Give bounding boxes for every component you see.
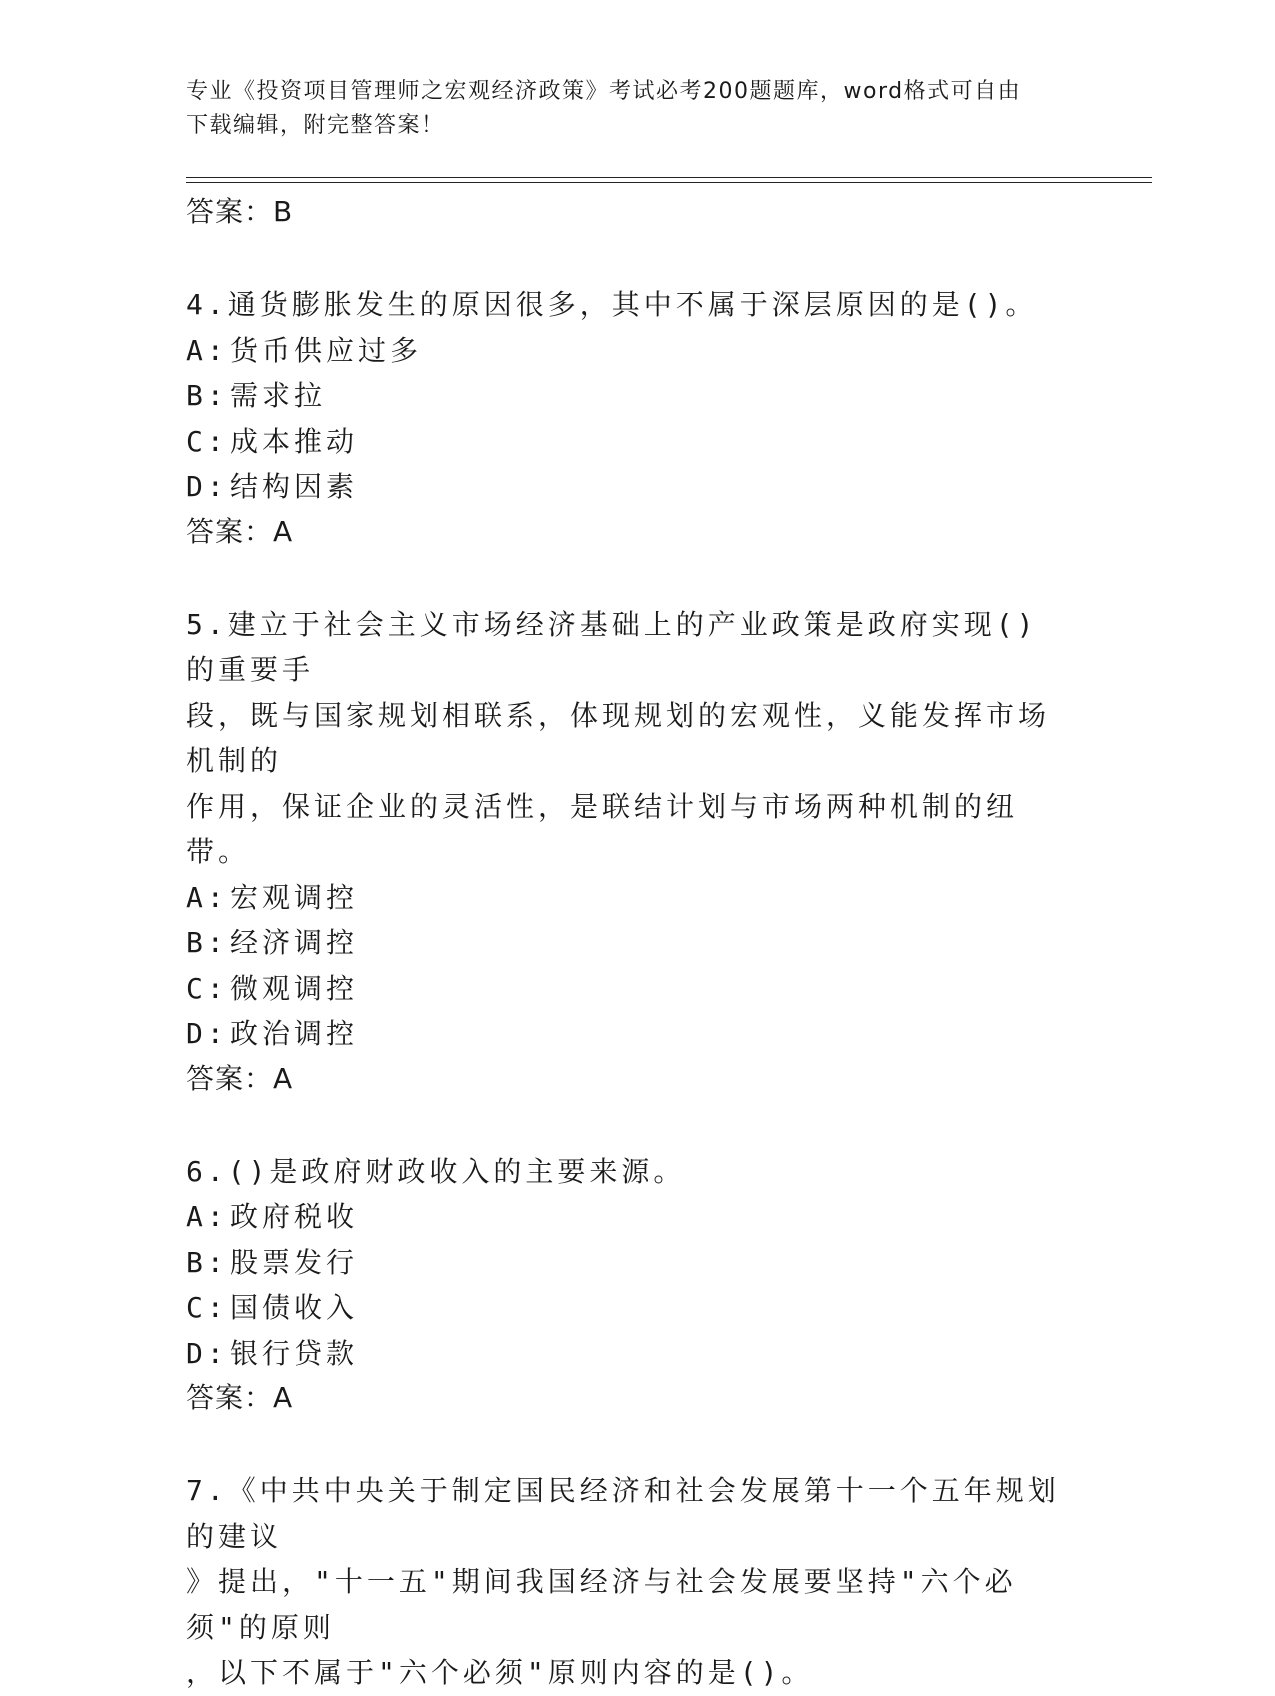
option-text: 需求拉	[230, 379, 327, 412]
question-text-line: ，以下不属于"六个必须"原则内容的是()。	[186, 1656, 814, 1689]
option-text: 经济调控	[230, 926, 359, 959]
option-text: 银行贷款	[230, 1336, 359, 1370]
option-letter: B:	[186, 926, 228, 959]
option-text: 国债收入	[230, 1291, 359, 1324]
option-c	[186, 1285, 1066, 1331]
option-text: 政府税收	[230, 1200, 359, 1233]
header-divider-bottom	[186, 182, 1152, 183]
option-c	[186, 419, 1066, 465]
option-text: 成本推动	[230, 424, 359, 458]
option-letter: B:	[186, 379, 228, 412]
option-letter: D:	[186, 1336, 228, 1370]
header-divider-top	[186, 177, 1152, 178]
option-b	[186, 920, 1066, 966]
header-line-1: 专业《投资项目管理师之宏观经济政策》考试必考200题题库，word格式可自由	[186, 79, 1022, 104]
option-text: 股票发行	[230, 1245, 359, 1279]
option-letter: D:	[186, 470, 228, 503]
page-header	[186, 75, 1066, 143]
option-text: 货币供应过多	[230, 333, 423, 367]
question-text-line: 4.通货膨胀发生的原因很多，其中不属于深层原因的是()。	[186, 288, 1038, 321]
answer-line: 答案：A	[186, 514, 294, 548]
option-a	[186, 328, 1066, 374]
option-letter: C:	[186, 424, 228, 458]
header-line-2: 下载编辑，附完整答案！	[186, 113, 445, 138]
option-letter: A:	[186, 1200, 228, 1233]
question-text-line: 7.《中共中央关于制定国民经济和社会发展第十一个五年规划的建议	[186, 1474, 1060, 1553]
question-text-line: 段，既与国家规划相联系，体现规划的宏观性，义能发挥市场机制的	[186, 698, 1051, 777]
option-b	[186, 373, 1066, 419]
option-letter: B:	[186, 1245, 228, 1279]
option-a	[186, 875, 1066, 921]
question-item	[186, 1149, 1066, 1421]
option-letter: D:	[186, 1017, 228, 1050]
answer-line: 答案：A	[186, 1061, 294, 1095]
option-a	[186, 1194, 1066, 1240]
question-item	[186, 282, 1066, 554]
answer-line: 答案：B	[186, 195, 294, 228]
question-text-line: 》提出，"十一五"期间我国经济与社会发展要坚持"六个必须"的原则	[186, 1565, 1017, 1644]
option-d	[186, 1011, 1066, 1057]
question-text-line: 作用，保证企业的灵活性，是联结计划与市场两种机制的纽带。	[186, 789, 1019, 868]
question-text-line: 6.()是政府财政收入的主要来源。	[186, 1154, 686, 1188]
option-text: 微观调控	[230, 971, 359, 1005]
answer-line: 答案：A	[186, 1381, 294, 1414]
question-text-line: 5.建立于社会主义市场经济基础上的产业政策是政府实现()的重要手	[186, 607, 1038, 686]
option-d	[186, 1331, 1066, 1377]
question-item	[186, 602, 1066, 1101]
option-letter: C:	[186, 971, 228, 1005]
question-item	[186, 1468, 1066, 1696]
option-letter: A:	[186, 880, 228, 914]
option-text: 结构因素	[230, 470, 359, 503]
option-text: 宏观调控	[230, 880, 359, 914]
option-text: 政治调控	[230, 1017, 359, 1050]
option-d	[186, 464, 1066, 510]
option-letter: C:	[186, 1291, 228, 1324]
option-letter: A:	[186, 333, 228, 367]
option-c	[186, 966, 1066, 1012]
option-b	[186, 1240, 1066, 1286]
question-list	[186, 190, 1066, 1696]
